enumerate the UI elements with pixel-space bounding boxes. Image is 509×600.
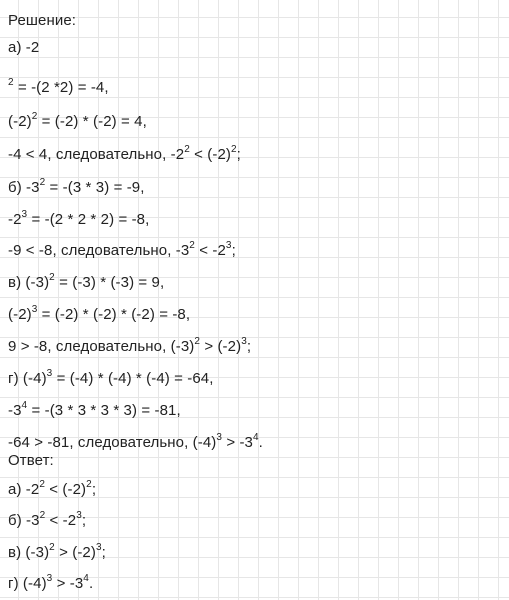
exponent: 4 [252,432,259,443]
math-text: ; [81,512,87,529]
answer-line [8,478,96,502]
exponent: 2 [49,272,55,283]
solution-line [8,367,214,391]
math-text: = (-2) * (-2) = 4, [37,113,147,130]
math-text: г) (-4) [8,575,47,592]
exponent: 3 [216,432,223,443]
math-text: < -2 [194,242,226,259]
solution-heading: Решение: [8,12,77,29]
exponent: 2 [86,479,92,490]
solution-line [8,76,109,100]
math-text: = (-3) * (-3) = 9, [54,274,165,291]
math-text: ; [91,481,97,498]
exponent: 2 [31,111,38,122]
exponent: 3 [46,573,53,584]
exponent: 2 [49,542,55,553]
solution-line [8,239,236,263]
exponent: 3 [241,336,247,347]
math-text: ; [101,544,106,561]
exponent: 3 [76,510,82,521]
math-text: б) -3 [8,179,40,196]
math-text: = -(3 * 3 * 3 * 3) = -81, [27,402,181,419]
math-text: < -2 [45,512,77,529]
math-text: ; [236,146,241,163]
solution-line [8,271,164,295]
math-text: -9 < -8, следовательно, -3 [8,242,190,259]
math-text: (-2) [8,306,32,323]
math-text: > -3 [52,575,84,592]
math-text: г) (-4) [8,370,47,387]
math-text: = (-2) * (-2) * (-2) = -8, [37,306,191,323]
math-text: а) -2 [8,481,40,498]
math-text: = -(2 *2) = -4, [13,79,109,96]
solution-line [8,399,181,423]
solution-line [8,335,251,359]
solution-line [8,176,145,200]
math-text: ; [246,338,252,355]
exponent: 4 [83,573,89,584]
solution-line [8,36,39,60]
math-text: > (-2) [200,338,242,355]
math-text: . [258,434,263,451]
exponent: 2 [194,336,201,347]
math-text: (-2) [8,113,32,130]
answer-heading: Ответ: [8,452,54,469]
math-text: а) -2 [8,39,40,56]
exponent: 2 [39,177,46,188]
math-text: > (-2) [54,544,96,561]
math-text: б) -3 [8,512,40,529]
answer-line [8,572,93,596]
exponent: 3 [95,542,102,553]
math-text: -4 < 4, следовательно, -2 [8,146,185,163]
math-text: в) (-3) [8,274,50,291]
answer-line [8,509,86,533]
math-text: . [88,575,94,592]
math-text: -64 > -81, следовательно, (-4) [8,434,217,451]
math-text: = (-4) * (-4) * (-4) = -64, [52,370,214,387]
math-text: = -(3 * 3) = -9, [45,179,145,196]
math-text: -3 [8,402,22,419]
math-text: < (-2) [45,481,87,498]
exponent: 3 [46,368,53,379]
math-text: < (-2) [189,146,231,163]
exponent: 4 [21,400,28,411]
exponent: 2 [184,144,190,155]
exponent: 2 [39,510,46,521]
exponent: 3 [31,304,38,315]
math-text: в) (-3) [8,544,50,561]
math-text: > -3 [222,434,253,451]
math-text: ; [231,242,236,259]
solution-line [8,208,149,232]
math-text: = -(2 * 2 * 2) = -8, [27,211,150,228]
exponent: 3 [21,209,28,220]
exponent: 2 [8,77,14,88]
answer-line [8,541,106,565]
exponent: 3 [225,240,232,251]
solution-line [8,143,241,167]
exponent: 2 [189,240,195,251]
exponent: 2 [39,479,46,490]
math-text: -2 [8,211,22,228]
math-text: 9 > -8, следовательно, (-3) [8,338,195,355]
solution-line [8,110,147,134]
solution-line [8,303,190,327]
exponent: 2 [231,144,237,155]
